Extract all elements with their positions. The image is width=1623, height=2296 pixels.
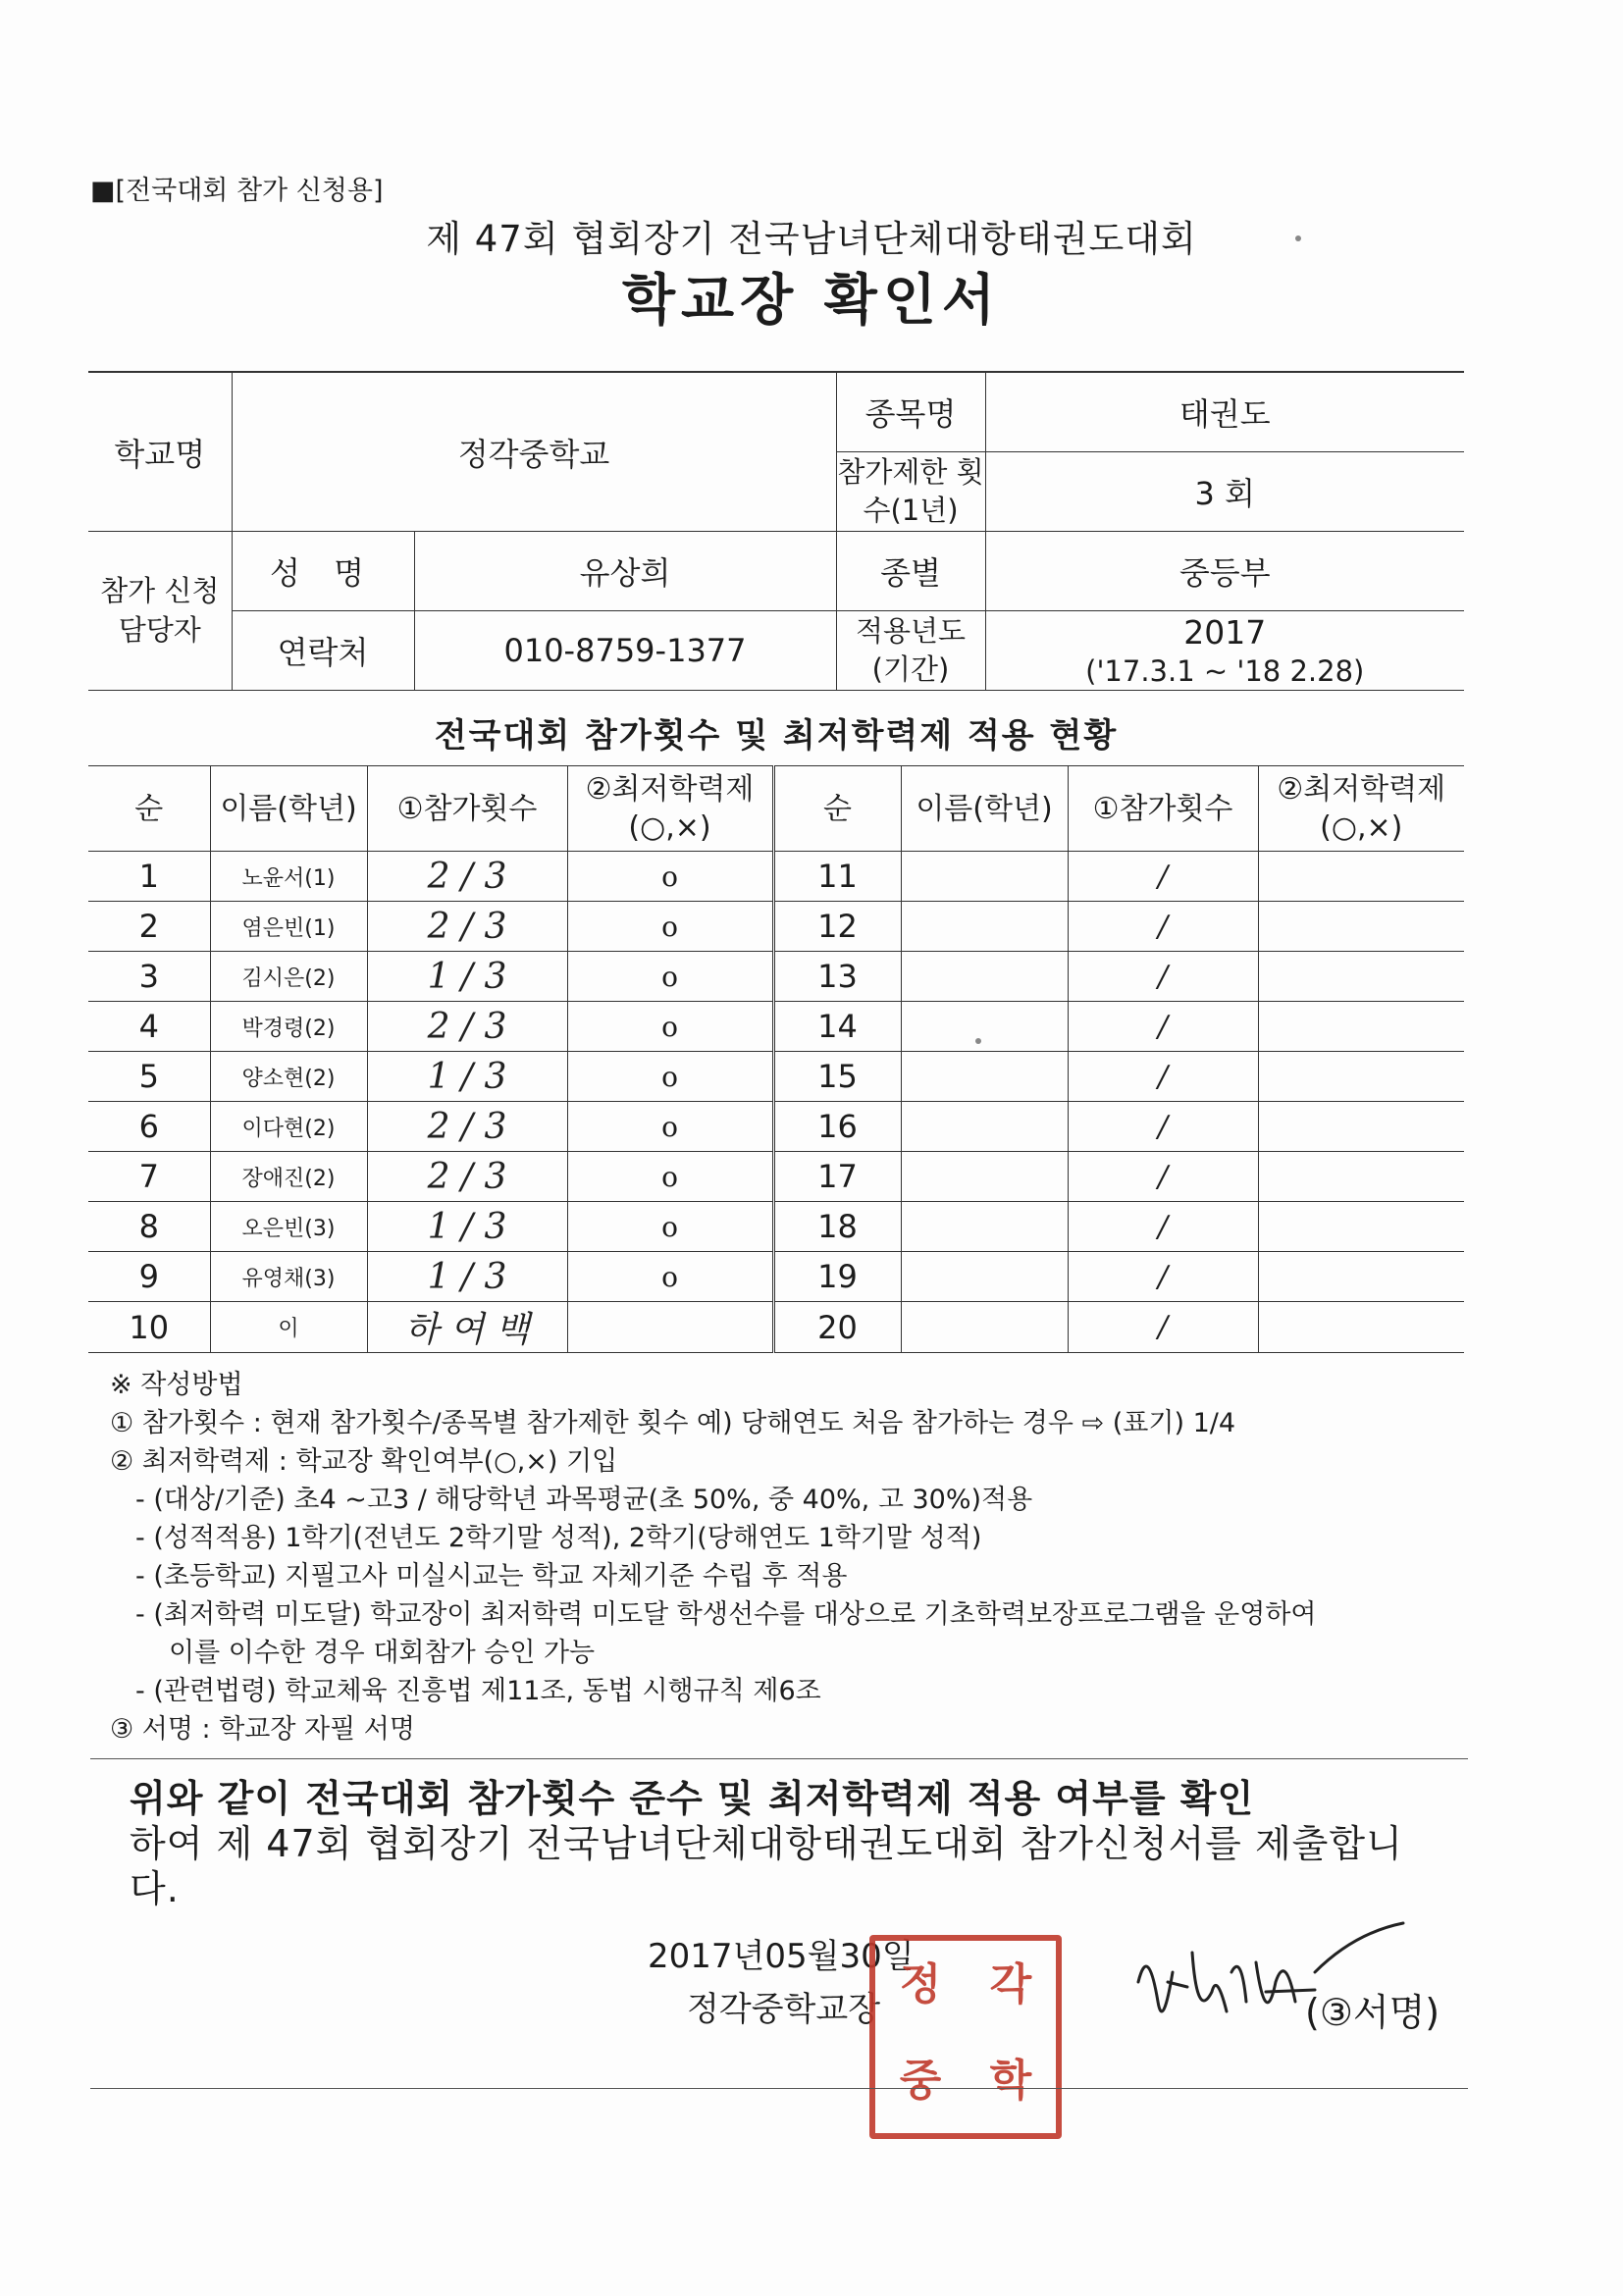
seal-char: 중: [899, 2056, 942, 2106]
academic-standard-mark: [1258, 1302, 1464, 1353]
seal-char: 정: [899, 1959, 942, 2009]
participation-count: 2 / 3: [367, 1002, 567, 1052]
academic-standard-mark: [1258, 902, 1464, 952]
declaration: [130, 1776, 1444, 1911]
note-signature: ③ 서명 : 학교장 자필 서명: [110, 1714, 415, 1745]
form-type-label: ■[전국대회 참가 신청용]: [90, 176, 384, 206]
table-row: [88, 1052, 1464, 1102]
participation-count: 1 / 3: [367, 952, 567, 1002]
school-name-label: 학교명: [88, 372, 232, 532]
participation-count: /: [1068, 1052, 1258, 1102]
scan-speck: [1295, 235, 1301, 241]
note-laws: - (관련법령) 학교체육 진흥법 제11조, 동법 시행규칙 제6조: [135, 1676, 821, 1706]
participation-count: /: [1068, 952, 1258, 1002]
academic-standard-mark: o: [567, 902, 773, 952]
note-academic-standard: ② 최저학력제 : 학교장 확인여부(○,×) 기입: [110, 1446, 618, 1477]
row-no: 2: [88, 902, 210, 952]
applicable-year-value: 2017: [1183, 613, 1267, 652]
row-no: 12: [773, 902, 901, 952]
participation-count: 1 / 3: [367, 1252, 567, 1302]
academic-standard-mark: [1258, 952, 1464, 1002]
applicant-label: 참가 신청 담당자: [88, 532, 232, 691]
table-row: [88, 852, 1464, 902]
notes-heading: ※ 작성방법: [110, 1370, 243, 1400]
participant-table: [88, 765, 1464, 1353]
student-name: 양소현(2): [210, 1052, 367, 1102]
page-title: 학교장 확인서: [621, 269, 1002, 333]
participation-count: /: [1068, 852, 1258, 902]
row-no: 9: [88, 1252, 210, 1302]
participation-count: 2 / 3: [367, 1152, 567, 1202]
row-no: 6: [88, 1102, 210, 1152]
school-name-value: 정각중학교: [232, 372, 836, 532]
applicable-period: ('17.3.1 ~ '18 2.28): [1085, 653, 1365, 688]
signature-label: (③서명): [1305, 1991, 1440, 2034]
table-row: [88, 1202, 1464, 1252]
participation-limit-value: 3 회: [985, 452, 1464, 532]
academic-standard-mark: o: [567, 1202, 773, 1252]
academic-standard-mark: [1258, 1002, 1464, 1052]
academic-standard-mark: o: [567, 1052, 773, 1102]
participation-count: 하 여 백: [367, 1302, 567, 1353]
academic-standard-mark: [567, 1302, 773, 1353]
academic-standard-mark: o: [567, 952, 773, 1002]
row-no: 1: [88, 852, 210, 902]
note-grades: - (성적적용) 1학기(전년도 2학기말 성적), 2학기(당해연도 1학기말 성적): [135, 1523, 982, 1553]
note-below-standard: - (최저학력 미도달) 학교장이 최저학력 미도달 학생선수를 대상으로 기초학력보장프로그램을 운영하여: [135, 1599, 1317, 1630]
division-label: 종별: [836, 532, 985, 611]
principal-title: 정각중학교장: [687, 1990, 881, 2029]
academic-standard-mark: [1258, 1252, 1464, 1302]
divider: [90, 2088, 1468, 2089]
table-row: [88, 1252, 1464, 1302]
note-participation-count: ① 참가횟수 : 현재 참가횟수/종목별 참가제한 횟수 예) 당해연도 처음 참가하는 경우 ⇨ (표기) 1/4: [110, 1408, 1236, 1438]
participation-limit-label: 참가제한 횟수(1년): [836, 452, 985, 532]
student-name: 장애진(2): [210, 1152, 367, 1202]
row-no: 5: [88, 1052, 210, 1102]
student-name: 유영채(3): [210, 1252, 367, 1302]
participation-count: 1 / 3: [367, 1052, 567, 1102]
col-header-no: 순: [773, 766, 901, 852]
declaration-line-2: 하여 제 47회 협회장기 전국남녀단체대항태권도대회 참가신청서를 제출합니: [130, 1822, 1403, 1865]
row-no: 15: [773, 1052, 901, 1102]
student-name: 박경령(2): [210, 1002, 367, 1052]
row-no: 11: [773, 852, 901, 902]
participation-count: 2 / 3: [367, 852, 567, 902]
table-row: [88, 902, 1464, 952]
academic-standard-mark: o: [567, 1152, 773, 1202]
col-header-academic: ②최저학력제 (○,×): [1258, 766, 1464, 852]
divider: [90, 1758, 1468, 1759]
academic-standard-mark: o: [567, 1102, 773, 1152]
row-no: 3: [88, 952, 210, 1002]
participation-count: /: [1068, 1302, 1258, 1353]
col-header-no: 순: [88, 766, 210, 852]
declaration-line-3: 다.: [130, 1867, 180, 1910]
academic-standard-mark: [1258, 852, 1464, 902]
row-no: 14: [773, 1002, 901, 1052]
tournament-name: 제 47회 협회장기 전국남녀단체대항태권도대회: [426, 218, 1197, 260]
student-name: 이다현(2): [210, 1102, 367, 1152]
academic-standard-mark: [1258, 1052, 1464, 1102]
participation-count: 1 / 3: [367, 1202, 567, 1252]
academic-standard-mark: [1258, 1102, 1464, 1152]
row-no: 4: [88, 1002, 210, 1052]
table-row: [88, 1152, 1464, 1202]
division-value: 중등부: [985, 532, 1464, 611]
participation-count: /: [1068, 1152, 1258, 1202]
col-header-name: 이름(학년): [901, 766, 1068, 852]
col-header-name: 이름(학년): [210, 766, 367, 852]
note-elementary: - (초등학교) 지필고사 미실시교는 학교 자체기준 수립 후 적용: [135, 1561, 848, 1592]
note-target: - (대상/기준) 초4 ~고3 / 해당학년 과목평균(초 50%, 중 40%, 고 30%)적용: [135, 1485, 1033, 1515]
submission-date: 2017년05월30일: [648, 1937, 915, 1976]
participation-count: /: [1068, 902, 1258, 952]
student-name: 이: [210, 1302, 367, 1353]
table-row: [88, 952, 1464, 1002]
row-no: 8: [88, 1202, 210, 1252]
student-name: [901, 1302, 1068, 1353]
participation-count: /: [1068, 1102, 1258, 1152]
note-below-standard-cont: 이를 이수한 경우 대회참가 승인 가능: [169, 1638, 596, 1668]
contact-value: 010-8759-1377: [414, 611, 836, 691]
seal-char: 학: [989, 2056, 1032, 2106]
section-title: 전국대회 참가횟수 및 최저학력제 적용 현황: [434, 716, 1119, 756]
row-no: 17: [773, 1152, 901, 1202]
participation-count: /: [1068, 1002, 1258, 1052]
row-no: 16: [773, 1102, 901, 1152]
col-header-count: ①참가횟수: [1068, 766, 1258, 852]
col-header-academic: ②최저학력제 (○,×): [567, 766, 773, 852]
col-header-count: ①참가횟수: [367, 766, 567, 852]
participation-count: 2 / 3: [367, 1102, 567, 1152]
student-name: 노윤서(1): [210, 852, 367, 902]
student-name: 염은빈(1): [210, 902, 367, 952]
seal-char: 각: [989, 1959, 1032, 2009]
student-name: [901, 1052, 1068, 1102]
row-no: 18: [773, 1202, 901, 1252]
academic-standard-mark: o: [567, 1252, 773, 1302]
student-name: 김시은(2): [210, 952, 367, 1002]
table-row: [88, 1302, 1464, 1353]
student-name: [901, 1202, 1068, 1252]
academic-standard-mark: [1258, 1152, 1464, 1202]
table-row: [88, 1002, 1464, 1052]
student-name: 오은빈(3): [210, 1202, 367, 1252]
student-name: [901, 1152, 1068, 1202]
row-no: 10: [88, 1302, 210, 1353]
event-label: 종목명: [836, 372, 985, 452]
event-value: 태권도: [985, 372, 1464, 452]
participation-count: /: [1068, 1252, 1258, 1302]
scan-speck: [975, 1038, 981, 1044]
school-info-table: [88, 371, 1464, 691]
student-name: [901, 1102, 1068, 1152]
declaration-line-1: 위와 같이 전국대회 참가횟수 준수 및 최저학력제 적용 여부를 확인: [130, 1777, 1255, 1820]
academic-standard-mark: o: [567, 852, 773, 902]
participation-count: /: [1068, 1202, 1258, 1252]
applicable-year-label: 적용년도 (기간): [836, 611, 985, 691]
table-row: [88, 1102, 1464, 1152]
row-no: 13: [773, 952, 901, 1002]
participation-count: 2 / 3: [367, 902, 567, 952]
student-name: [901, 1252, 1068, 1302]
row-no: 19: [773, 1252, 901, 1302]
student-name: [901, 1002, 1068, 1052]
writing-instructions: [110, 1366, 1484, 1748]
student-name: [901, 952, 1068, 1002]
manager-name-label: 성 명: [232, 532, 414, 611]
row-no: 20: [773, 1302, 901, 1353]
academic-standard-mark: [1258, 1202, 1464, 1252]
student-name: [901, 852, 1068, 902]
row-no: 7: [88, 1152, 210, 1202]
academic-standard-mark: o: [567, 1002, 773, 1052]
school-seal-stamp: [869, 1935, 1062, 2139]
manager-name-value: 유상희: [414, 532, 836, 611]
applicable-year-cell: [985, 611, 1464, 691]
student-name: [901, 902, 1068, 952]
contact-label: 연락처: [232, 611, 414, 691]
